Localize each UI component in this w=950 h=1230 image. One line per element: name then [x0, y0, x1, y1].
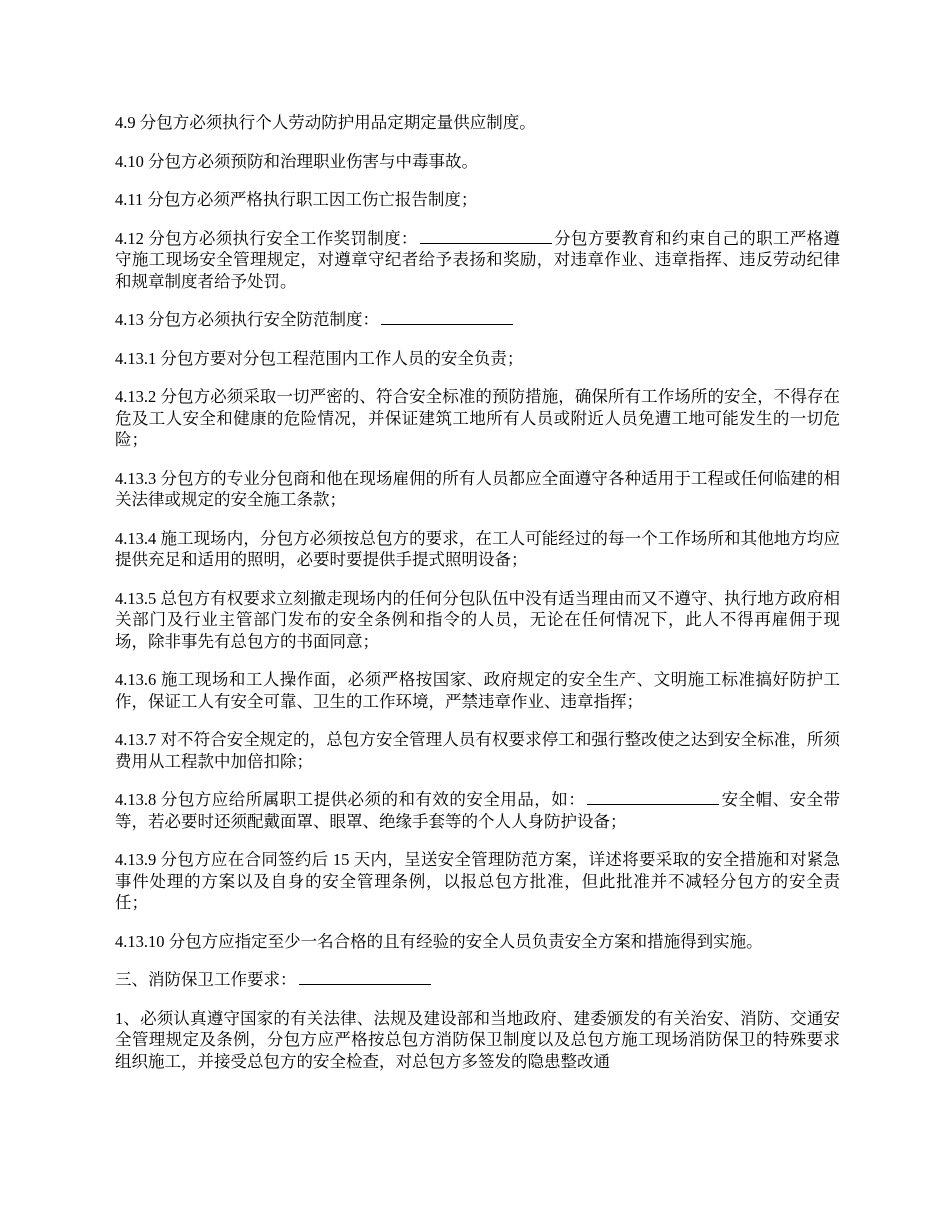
- clause-text: 4.13.6 施工现场和工人操作面，必须严格按国家、政府规定的安全生产、文明施工标准搞好防护工作，保证工人有安全可靠、卫生的工作环境，严禁违章作业、违章指挥；: [115, 670, 840, 711]
- clause-4-10: [115, 151, 840, 173]
- clause-text: 4.13 分包方必须执行安全防范制度：: [115, 310, 379, 329]
- clause-4-13-10: [115, 931, 840, 953]
- clause-text-continued: 安全帽、安全带等，若必要时还须配戴面罩、眼罩、绝缘手套等的个人人身防护设备；: [115, 790, 841, 831]
- clause-4-9: [115, 112, 840, 134]
- clause-4-13-8: [115, 789, 840, 832]
- clause-text: 4.13.7 对不符合安全规定的，总包方安全管理人员有权要求停工和强行整改使之达到安全标准，所须费用从工程款中加倍扣除；: [115, 730, 840, 771]
- clause-text: 4.13.3 分包方的专业分包商和他在现场雇佣的所有人员都应全面遵守各种适用于工程或任何临建的相关法律或规定的安全施工条款；: [115, 468, 840, 509]
- clause-text: 4.13.9 分包方应在合同签约后 15 天内，呈送安全管理防范方案，详述将要采取的安全措施和对紧急事件处理的方案以及自身的安全管理条例，以报总包方批准，但此批准并不减轻分包方的安全责任；: [115, 850, 840, 912]
- clause-text: 4.13.5 总包方有权要求立刻撤走现场内的任何分包队伍中没有适当理由而又不遵守、执行地方政府相关部门及行业主管部门发布的安全条例和指令的人员，无论在任何情况下，此人不得再雇佣于现场，除非事先有总包方的书面同意；: [115, 588, 840, 651]
- clause-text: 4.10 分包方必须预防和治理职业伤害与中毒事故。: [115, 151, 478, 171]
- item-1: [115, 1008, 840, 1073]
- clause-4-13-6: [115, 669, 840, 712]
- clause-text: 4.12 分包方必须执行安全工作奖罚制度：: [115, 228, 418, 248]
- clause-text: 4.13.8 分包方应给所属职工提供必须的和有效的安全用品，如：: [115, 790, 586, 809]
- section-heading-text: 三、消防保卫工作要求：: [115, 970, 297, 989]
- clause-text: 4.13.4 施工现场内，分包方必须按总包方的要求，在工人可能经过的每一个工作场所和其他地方均应提供充足和适用的照明，必要时要提供手提式照明设备；: [115, 528, 840, 569]
- fill-in-blank: [299, 970, 431, 985]
- clause-text-continued: 分包方要教育和约束自己的职工严格遵守施工现场安全管理规定，对遵章守纪者给予表扬和奖励，对违章作业、违章指挥、违反劳动纪律和规章制度者给予处罚。: [115, 228, 841, 291]
- clause-4-13-1: [115, 348, 840, 370]
- clause-text: 4.13.2 分包方必须采取一切严密的、符合安全标准的预防措施，确保所有工作场所的安全，不得存在危及工人安全和健康的危险情况，并保证建筑工地所有人员或附近人员免遭工地可能发生的一切危险；: [115, 387, 840, 449]
- clause-text: 4.9 分包方必须执行个人劳动防护用品定期定量供应制度。: [115, 113, 536, 132]
- clause-text: 4.13.10 分包方应指定至少一名合格的且有经验的安全人员负责安全方案和措施得到实施。: [115, 931, 763, 951]
- clause-4-13-9: [115, 849, 840, 914]
- fill-in-blank: [587, 790, 719, 805]
- clause-4-13: [115, 309, 840, 331]
- fill-in-blank: [381, 310, 513, 325]
- clause-4-13-3: [115, 468, 840, 511]
- clause-text: 4.11 分包方必须严格执行职工因工伤亡报告制度；: [115, 190, 478, 209]
- document-page: [115, 112, 840, 1089]
- clause-4-13-5: [115, 588, 840, 653]
- clause-4-13-2: [115, 386, 840, 451]
- clause-4-11: [115, 189, 840, 211]
- clause-4-12: [115, 228, 840, 293]
- section-heading-fire-security: [115, 969, 840, 991]
- item-text: 1、必须认真遵守国家的有关法律、法规及建设部和当地政府、建委颁发的有关治安、消防、交通安全管理规定及条例，分包方应严格按总包方消防保卫制度以及总包方施工现场消防保卫的特殊要求组织施工，并接受总包方的安全检查，对总包方多签发的隐患整改通: [115, 1008, 840, 1071]
- clause-4-13-7: [115, 729, 840, 772]
- fill-in-blank: [420, 229, 552, 244]
- clause-text: 4.13.1 分包方要对分包工程范围内工作人员的安全负责；: [115, 348, 524, 368]
- clause-4-13-4: [115, 528, 840, 571]
